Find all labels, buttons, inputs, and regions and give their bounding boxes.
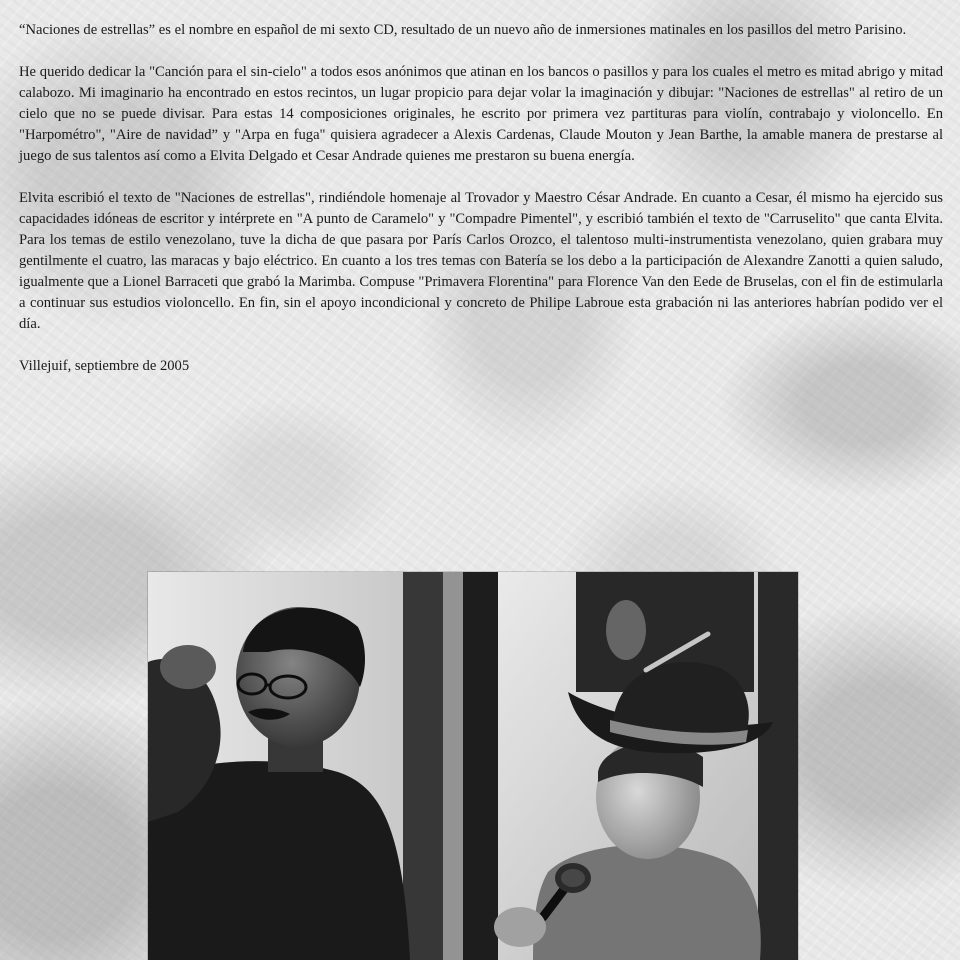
photo-illustration <box>148 572 798 960</box>
paragraph-dedication: He querido dedicar la "Canción para el sin-cielo" a todos esos anónimos que atinan en los bancos o pasillos y para los cuales el metro es mitad abrigo y mitad calabozo. Mi imaginario ha encontrado en estos recintos, un lugar propicio para dejar volar la imaginación y dibujar: "Naciones de estrellas" al retiro de un cielo que no se puede divisar. Para estas 14 composiciones originales, he escrito por primera vez partituras para violín, contrabajo y violoncello. En "Harpométro", "Aire de navidad” y "Arpa en fuga" quisiera agradecer a Alexis Cardenas, Claude Mouton y Jean Barthe, la amable manera de prestarse al juego de sus talentos así como a Elvita Delgado et Cesar Andrade quienes me prestaron su buena energía. <box>19 64 943 164</box>
musicians-photo <box>148 572 798 960</box>
paragraph-intro: “Naciones de estrellas” es el nombre en español de mi sexto CD, resultado de un nuevo año de inmersiones matinales en los pasillos del metro Parisino. <box>19 22 907 38</box>
liner-notes-text <box>19 20 943 398</box>
paragraph-credits: Elvita escribió el texto de "Naciones de estrellas", rindiéndole homenaje al Trovador y Maestro César Andrade. En cuanto a Cesar, él mismo ha ejercido sus capacidades idóneas de escritor y intérprete en "A punto de Caramelo" y "Compadre Pimentel", y escribió también el texto de "Carruselito" que canta Elvita. Para los temas de estilo venezolano, tuve la dicha de que pasara por París Carlos Orozco, el talentoso multi-instrumentista venezolano, quien grabara muy gentilmente el cuatro, las maracas y bajo eléctrico. En cuanto a los tres temas con Batería se los debo a la participación de Alexandre Zanotti a quien saludo, igualmente que a Lionel Barraceti que grabó la Marimba. Compuse "Primavera Florentina" para Florence Van den Eede de Bruselas, con el fin de estimularla a continuar sus estudios violoncello. En fin, sin el apoyo incondicional y concreto de Philipe Labroue esta grabación ni las anteriores habrían podido ver el día. <box>19 190 943 332</box>
signature-date: Villejuif, septiembre de 2005 <box>19 358 190 374</box>
